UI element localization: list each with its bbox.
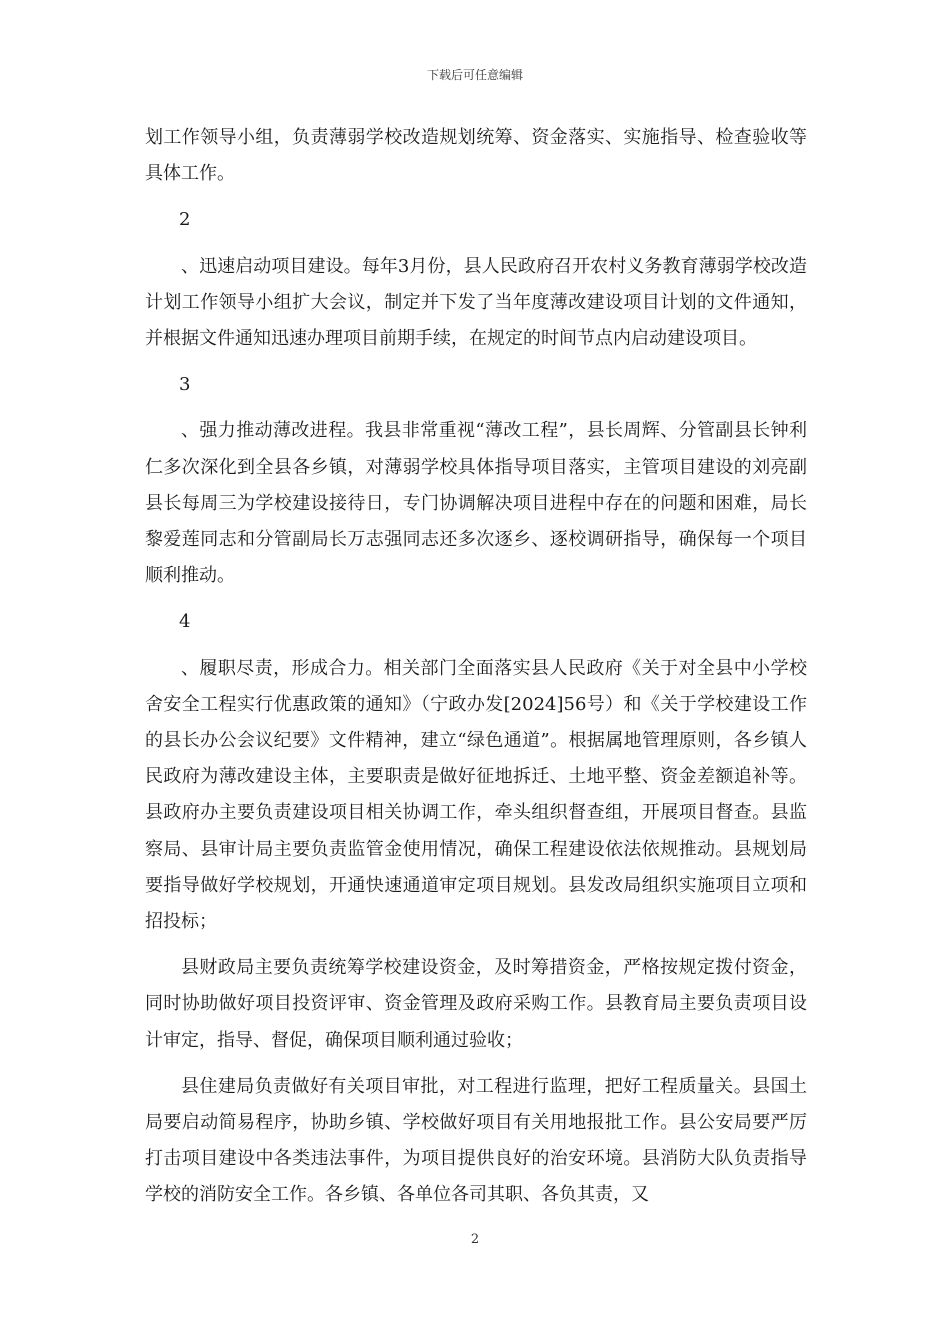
item-number: 2: [179, 209, 191, 231]
document-body: [145, 120, 807, 1224]
paragraph: 划工作领导小组，负责薄弱学校改造规划统筹、资金落实、实施指导、检查验收等具体工作。: [145, 127, 807, 185]
item-number: 4: [179, 611, 191, 633]
paragraph: 、强力推动薄改进程。我县非常重视“薄改工程”，县长周辉、分管副县长钟利仁多次深化到全县各乡镇，对薄弱学校具体指导项目落实，主管项目建设的刘亮副县长每周三为学校建设接待日，专门协调解决项目进程中存在的问题和困难，局长黎爱莲同志和分管副局长万志强同志还多次逐乡、逐校调研指导，确保每一个项目顺利推动。: [145, 420, 807, 587]
page-number: 2: [470, 1232, 480, 1247]
paragraph: 县财政局主要负责统筹学校建设资金，及时筹措资金，严格按规定拨付资金，同时协助做好项目投资评审、资金管理及政府采购工作。县教育局主要负责项目设计审定，指导、督促，确保项目顺利通过验收；: [145, 957, 807, 1051]
item-number: 3: [179, 374, 191, 396]
paragraph: 、迅速启动项目建设。每年3月份，县人民政府召开农村义务教育薄弱学校改造计划工作领导小组扩大会议，制定并下发了当年度薄改建设项目计划的文件通知，并根据文件通知迅速办理项目前期手续，在规定的时间节点内启动建设项目。: [145, 255, 807, 350]
page-header: 下载后可任意编辑: [426, 68, 523, 82]
paragraph: 、履职尽责，形成合力。相关部门全面落实县人民政府《关于对全县中小学校舍安全工程实行优惠政策的通知》（宁政办发[2024]56号）和《关于学校建设工作的县长办公会议纪要》文件精神，建立“绿色通道”。根据属地管理原则，各乡镇人民政府为薄改建设主体，主要职责是做好征地拆迁、土地平整、资金差额追补等。县政府办主要负责建设项目相关协调工作，牵头组织督查组，开展项目督查。县监察局、县审计局主要负责监管金使用情况，确保工程建设依法依规推动。县规划局要指导做好学校规划，开通快速通道审定项目规划。县发改局组织实施项目立项和招投标；: [145, 657, 807, 933]
paragraph: 县住建局负责做好有关项目审批，对工程进行监理，把好工程质量关。县国土局要启动简易程序，协助乡镇、学校做好项目有关用地报批工作。县公安局要严厉打击项目建设中各类违法事件，为项目提供良好的治安环境。县消防大队负责指导学校的消防安全工作。各乡镇、各单位各司其职、各负其责，又: [145, 1075, 807, 1206]
